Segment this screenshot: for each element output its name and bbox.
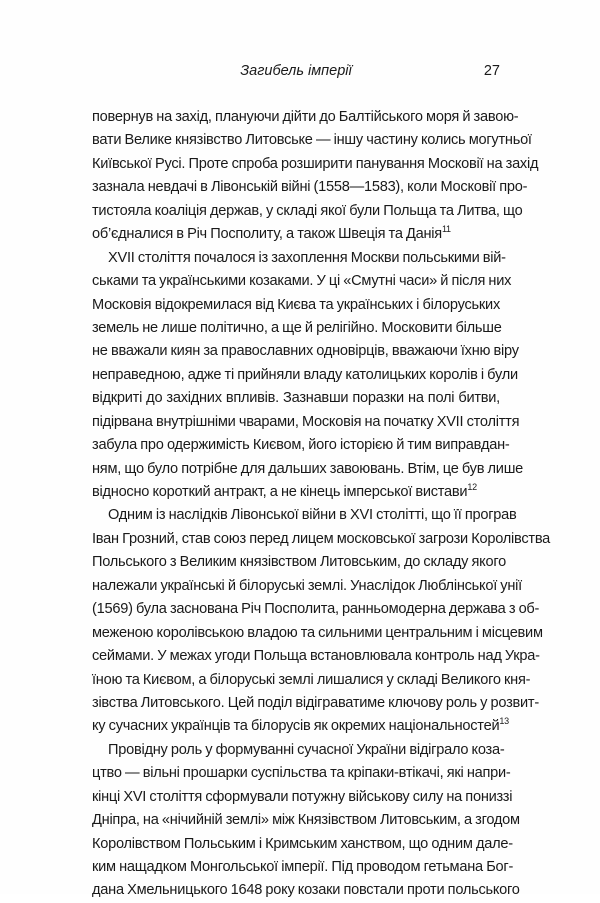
text-line: XVII століття почалося із захоплення Москви польськими вій- [108,249,506,266]
text-line: Іван Грозний, став союз перед лицем московської загрози Королівства [92,530,551,547]
text-line: ськами та українськими козаками. У ці «Смутні часи» й після них [92,273,512,290]
footnote-marker[interactable]: 13 [499,716,509,727]
text-line: ням, що було потрібне для дальших завоювань. Втім, це був лише [92,460,524,477]
text-line: відкриті до західних впливів. Зазнавши поразки на полі битви, [92,390,500,407]
body-text [92,106,551,903]
text-line: Московія відокремилася від Києва та українських і білоруських [92,296,500,313]
text-line: об’єдналися в Річ Посполиту, а також Швеція та Данія$^{11}$ [92,224,451,243]
text-line: тистояла коаліція держав, у складі якої були Польща та Литва, що [92,202,523,219]
paragraph [92,504,551,738]
text-line: забула про одержимість Києвом, його історією й тим виправдан- [92,437,510,454]
text-line: кінці XVI століття сформували потужну військову силу на пониззі [92,788,513,805]
paragraph [92,106,539,247]
text-line: Провідну роль у формуванні сучасної України відіграло коза- [108,741,505,758]
text-line: ку сучасних українців та білорусів як окремих національностей$^{13}$ [92,716,509,735]
paragraph [92,247,524,505]
text-line: зазнала невдачі в Лівонській війні (1558—1583), коли Московії про- [92,179,528,196]
text-line: не вважали киян за православних одновірців, вважаючи їхню віру [92,343,519,360]
text-line: Одним із наслідків Лівонської війни в XVI столітті, що її програв [108,507,517,524]
text-line: належали українські й білоруські землі. Унаслідок Люблінської унії [92,577,522,594]
text-line: земель не лише політично, а ще й релігійно. Московити більше [92,319,502,336]
text-line: Польського з Великим князівством Литовським, до складу якого [92,554,506,571]
text-line: Королівством Польським і Кримським ханством, що одним дале- [92,835,513,852]
running-title: Загибель імперії [240,63,352,79]
footnote-marker[interactable]: 12 [467,482,477,493]
text-line: (1569) була заснована Річ Посполита, ранньомодерна держава з об- [92,601,540,618]
text-line: ким нащадком Монгольської імперії. Під проводом гетьмана Бог- [92,859,514,875]
text-line: підірвана внутрішніми чварами, Московія на початку XVII століття [92,413,520,430]
page-number: 27 [483,63,500,79]
text-line: Дніпра, на «нічийній землі» між Князівством Литовським, а згодом [92,812,520,829]
running-header [92,60,500,82]
text-line: неправедною, адже ті прийняли владу католицьких королів і були [92,366,518,383]
text-line: дана Хмельницького 1648 року козаки повстали проти польського [92,882,520,899]
text-line: сеймами. У межах угоди Польща встановлювала контроль над Укра- [92,648,540,665]
text-line: цтво — вільні прошарки суспільства та кріпаки-втікачі, які напри- [92,765,511,782]
text-line: меженою королівською владою та сильними центральним і місцевим [92,624,543,641]
text-line: повернув на захід, плануючи дійти до Балтійського моря й завою- [92,109,519,125]
text-line: відносно короткий антракт, а не кінець імперської вистави$^{12}$ [92,482,477,500]
text-line: вати Велике князівство Литовське — іншу частину колись могутньої [92,132,532,149]
text-line: зівства Литовського. Цей поділ відіграватиме ключову роль у розвит- [92,694,539,711]
footnote-marker[interactable]: 11 [441,224,451,235]
text-line: Київської Русі. Проте спроба розширити панування Московії на захід [92,155,539,172]
paragraph [92,739,520,903]
text-line: їною та Києвом, а білоруські землі лишалися у складі Великого кня- [92,671,531,688]
